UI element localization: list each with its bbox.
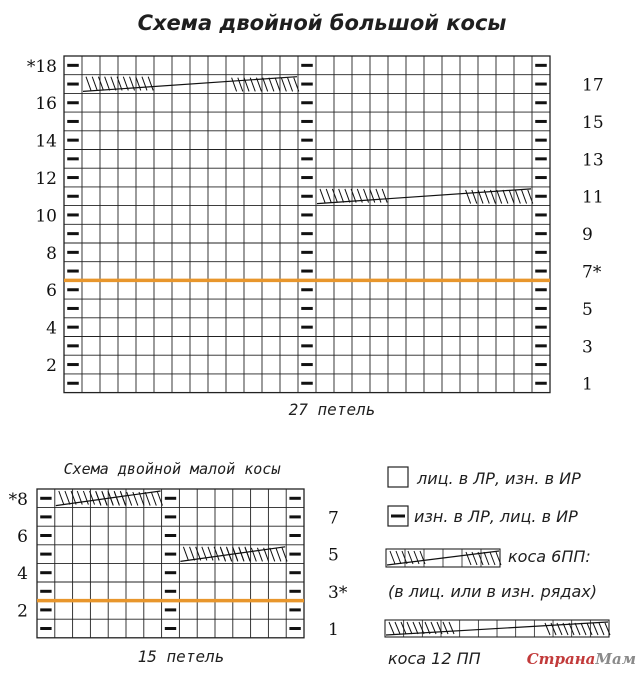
row-number-left: 2 bbox=[46, 356, 57, 377]
row-number-left: 4 bbox=[46, 318, 57, 339]
row-number-left: *8 bbox=[8, 489, 28, 510]
small-chart-right-row-numbers bbox=[328, 508, 348, 640]
cable-6-stitch-symbol bbox=[386, 549, 501, 567]
purl-stitch-symbol bbox=[388, 506, 408, 526]
legend-knit-label: лиц. в ЛР, изн. в ИР bbox=[417, 469, 581, 488]
small-chart-title: Схема двойной малой косы bbox=[63, 460, 281, 478]
row-number-left: 12 bbox=[35, 169, 57, 190]
row-number-left: 16 bbox=[35, 94, 57, 115]
row-number-right: 7* bbox=[582, 262, 602, 283]
legend-cable6-label: коса 6ПП: bbox=[508, 547, 591, 566]
large-chart-title: Схема двойной большой косы bbox=[137, 11, 507, 35]
row-number-right: 11 bbox=[582, 187, 604, 208]
row-number-right: 17 bbox=[582, 75, 604, 96]
row-number-right: 1 bbox=[582, 374, 593, 395]
row-number-right: 7 bbox=[328, 508, 339, 529]
row-number-left: 6 bbox=[17, 526, 28, 547]
row-number-right: 15 bbox=[582, 112, 604, 133]
large-chart-left-row-numbers bbox=[27, 57, 57, 376]
small-chart-grid bbox=[37, 489, 304, 638]
small-chart-left-row-numbers bbox=[9, 490, 28, 622]
large-chart-right-row-numbers bbox=[582, 76, 604, 395]
cable-12-stitch-symbol bbox=[385, 620, 610, 637]
watermark-logo bbox=[527, 650, 636, 668]
row-number-right: 3* bbox=[328, 582, 348, 603]
row-number-right: 13 bbox=[582, 150, 604, 171]
row-number-right: 5 bbox=[328, 545, 339, 566]
small-chart bbox=[9, 460, 348, 666]
row-number-right: 1 bbox=[328, 619, 339, 640]
knit-stitch-symbol bbox=[388, 467, 408, 487]
large-chart bbox=[27, 11, 604, 419]
watermark-part1: Страна bbox=[526, 650, 596, 668]
legend-purl-label: изн. в ЛР, лиц. в ИР bbox=[414, 507, 578, 526]
row-number-left: 8 bbox=[46, 243, 57, 264]
row-number-left: 14 bbox=[35, 131, 57, 152]
large-chart-stitch-count: 27 петель bbox=[288, 400, 376, 419]
row-number-left: 4 bbox=[17, 564, 28, 585]
svg-text:СтранаМам bbox=[527, 650, 636, 668]
row-number-left: 2 bbox=[17, 601, 28, 622]
row-number-right: 3 bbox=[582, 337, 593, 358]
row-number-right: 9 bbox=[582, 225, 593, 246]
row-number-left: *18 bbox=[26, 56, 57, 77]
watermark-part2: Мам bbox=[595, 650, 636, 668]
row-number-right: 5 bbox=[582, 299, 593, 320]
legend bbox=[385, 467, 610, 668]
small-chart-stitch-count: 15 петель bbox=[137, 647, 225, 666]
legend-cable12-label: коса 12 ПП bbox=[388, 649, 481, 668]
row-number-left: 10 bbox=[35, 206, 57, 227]
row-number-left: 6 bbox=[46, 281, 57, 302]
large-chart-grid bbox=[64, 56, 550, 393]
legend-cable6-note: (в лиц. или в изн. рядах) bbox=[388, 582, 597, 601]
